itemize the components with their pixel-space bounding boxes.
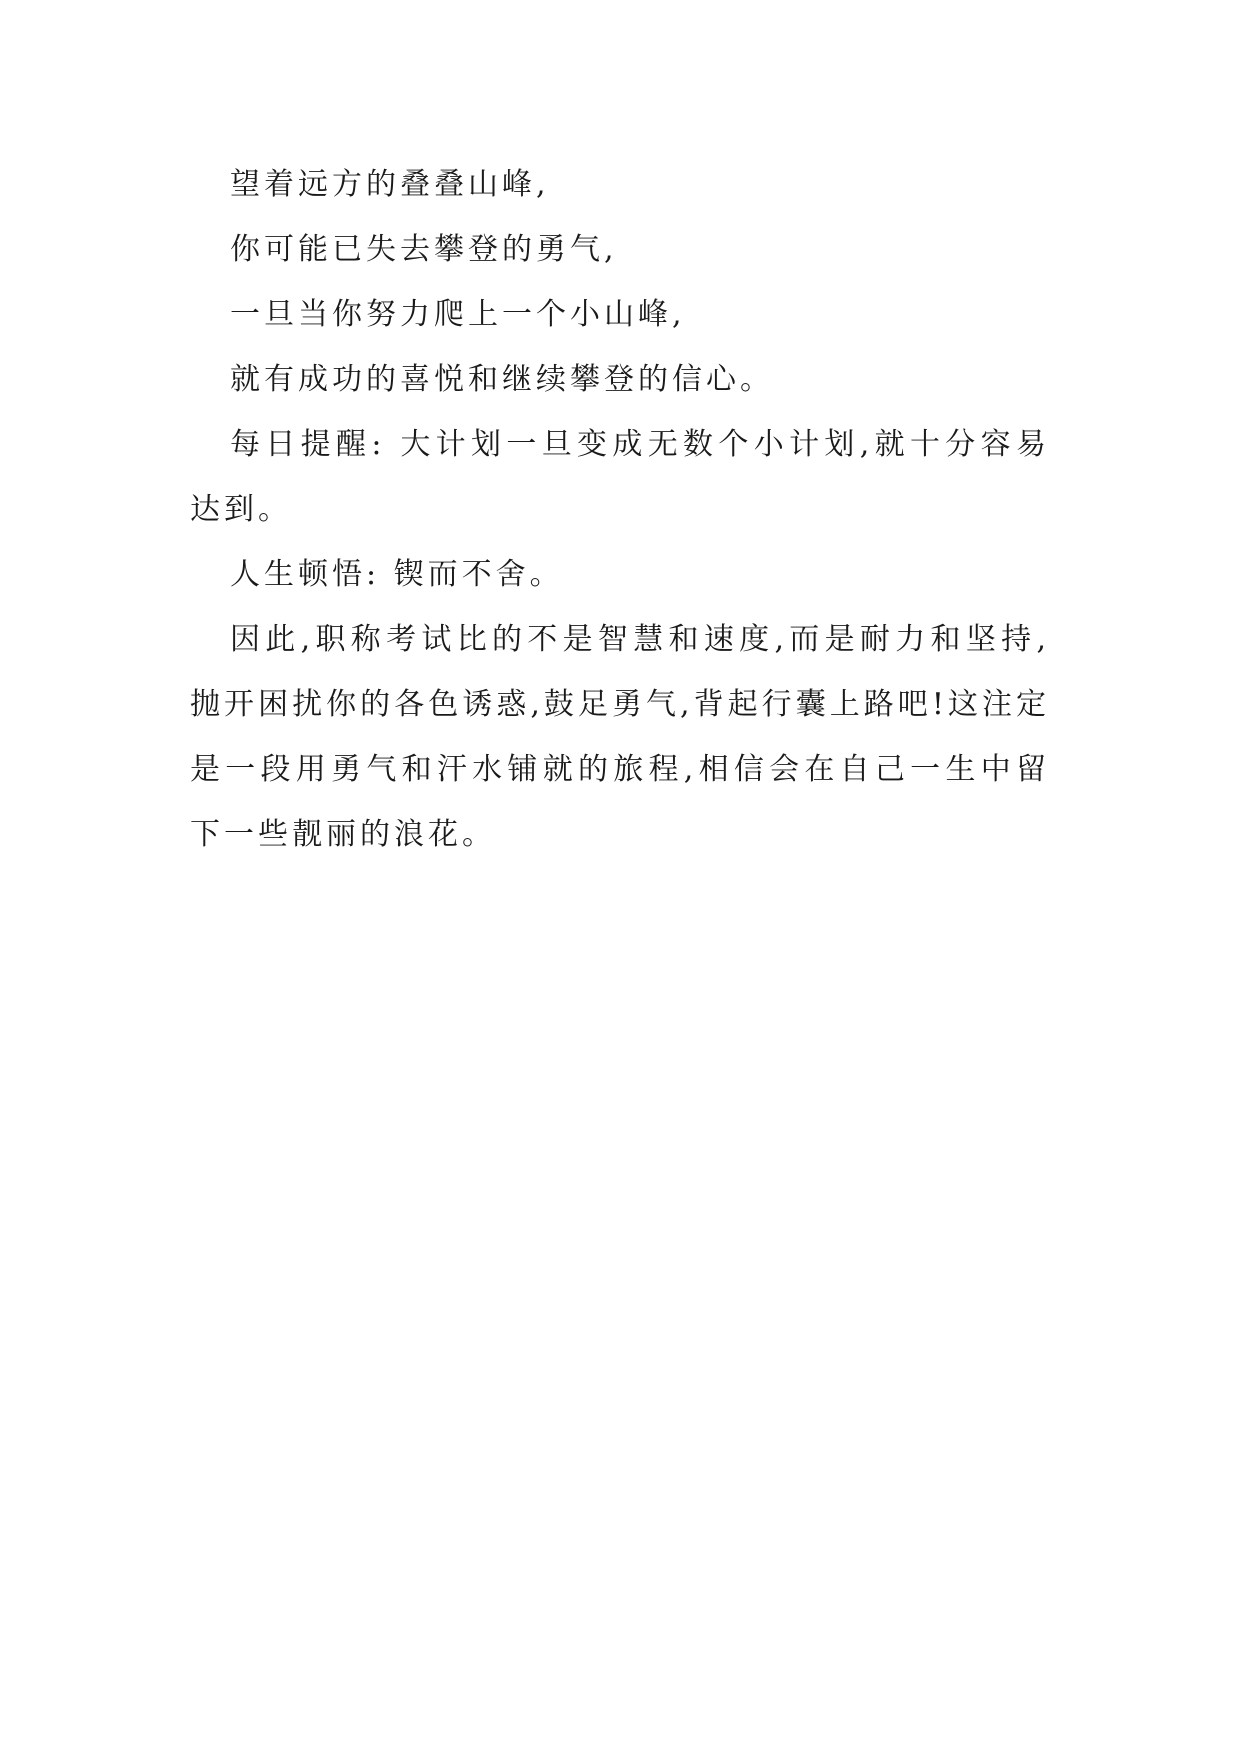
daily-reminder-paragraph: 每日提醒: 大计划一旦变成无数个小计划,就十分容易达到。 xyxy=(190,427,1050,527)
paragraph-3: 一旦当你努力爬上一个小山峰, xyxy=(230,297,686,332)
life-insight-paragraph: 人生顿悟: 锲而不舍。 xyxy=(230,557,564,592)
paragraph-1: 望着远方的叠叠山峰, xyxy=(230,167,550,202)
document-body xyxy=(190,152,1050,867)
paragraph-2: 你可能已失去攀登的勇气, xyxy=(230,232,618,267)
conclusion-paragraph: 因此,职称考试比的不是智慧和速度,而是耐力和坚持,抛开困扰你的各色诱惑,鼓足勇气,背起行囊上路吧!这注定是一段用勇气和汗水铺就的旅程,相信会在自己一生中留下一些靓丽的浪花。 xyxy=(190,622,1050,852)
paragraph-4: 就有成功的喜悦和继续攀登的信心。 xyxy=(230,362,774,397)
